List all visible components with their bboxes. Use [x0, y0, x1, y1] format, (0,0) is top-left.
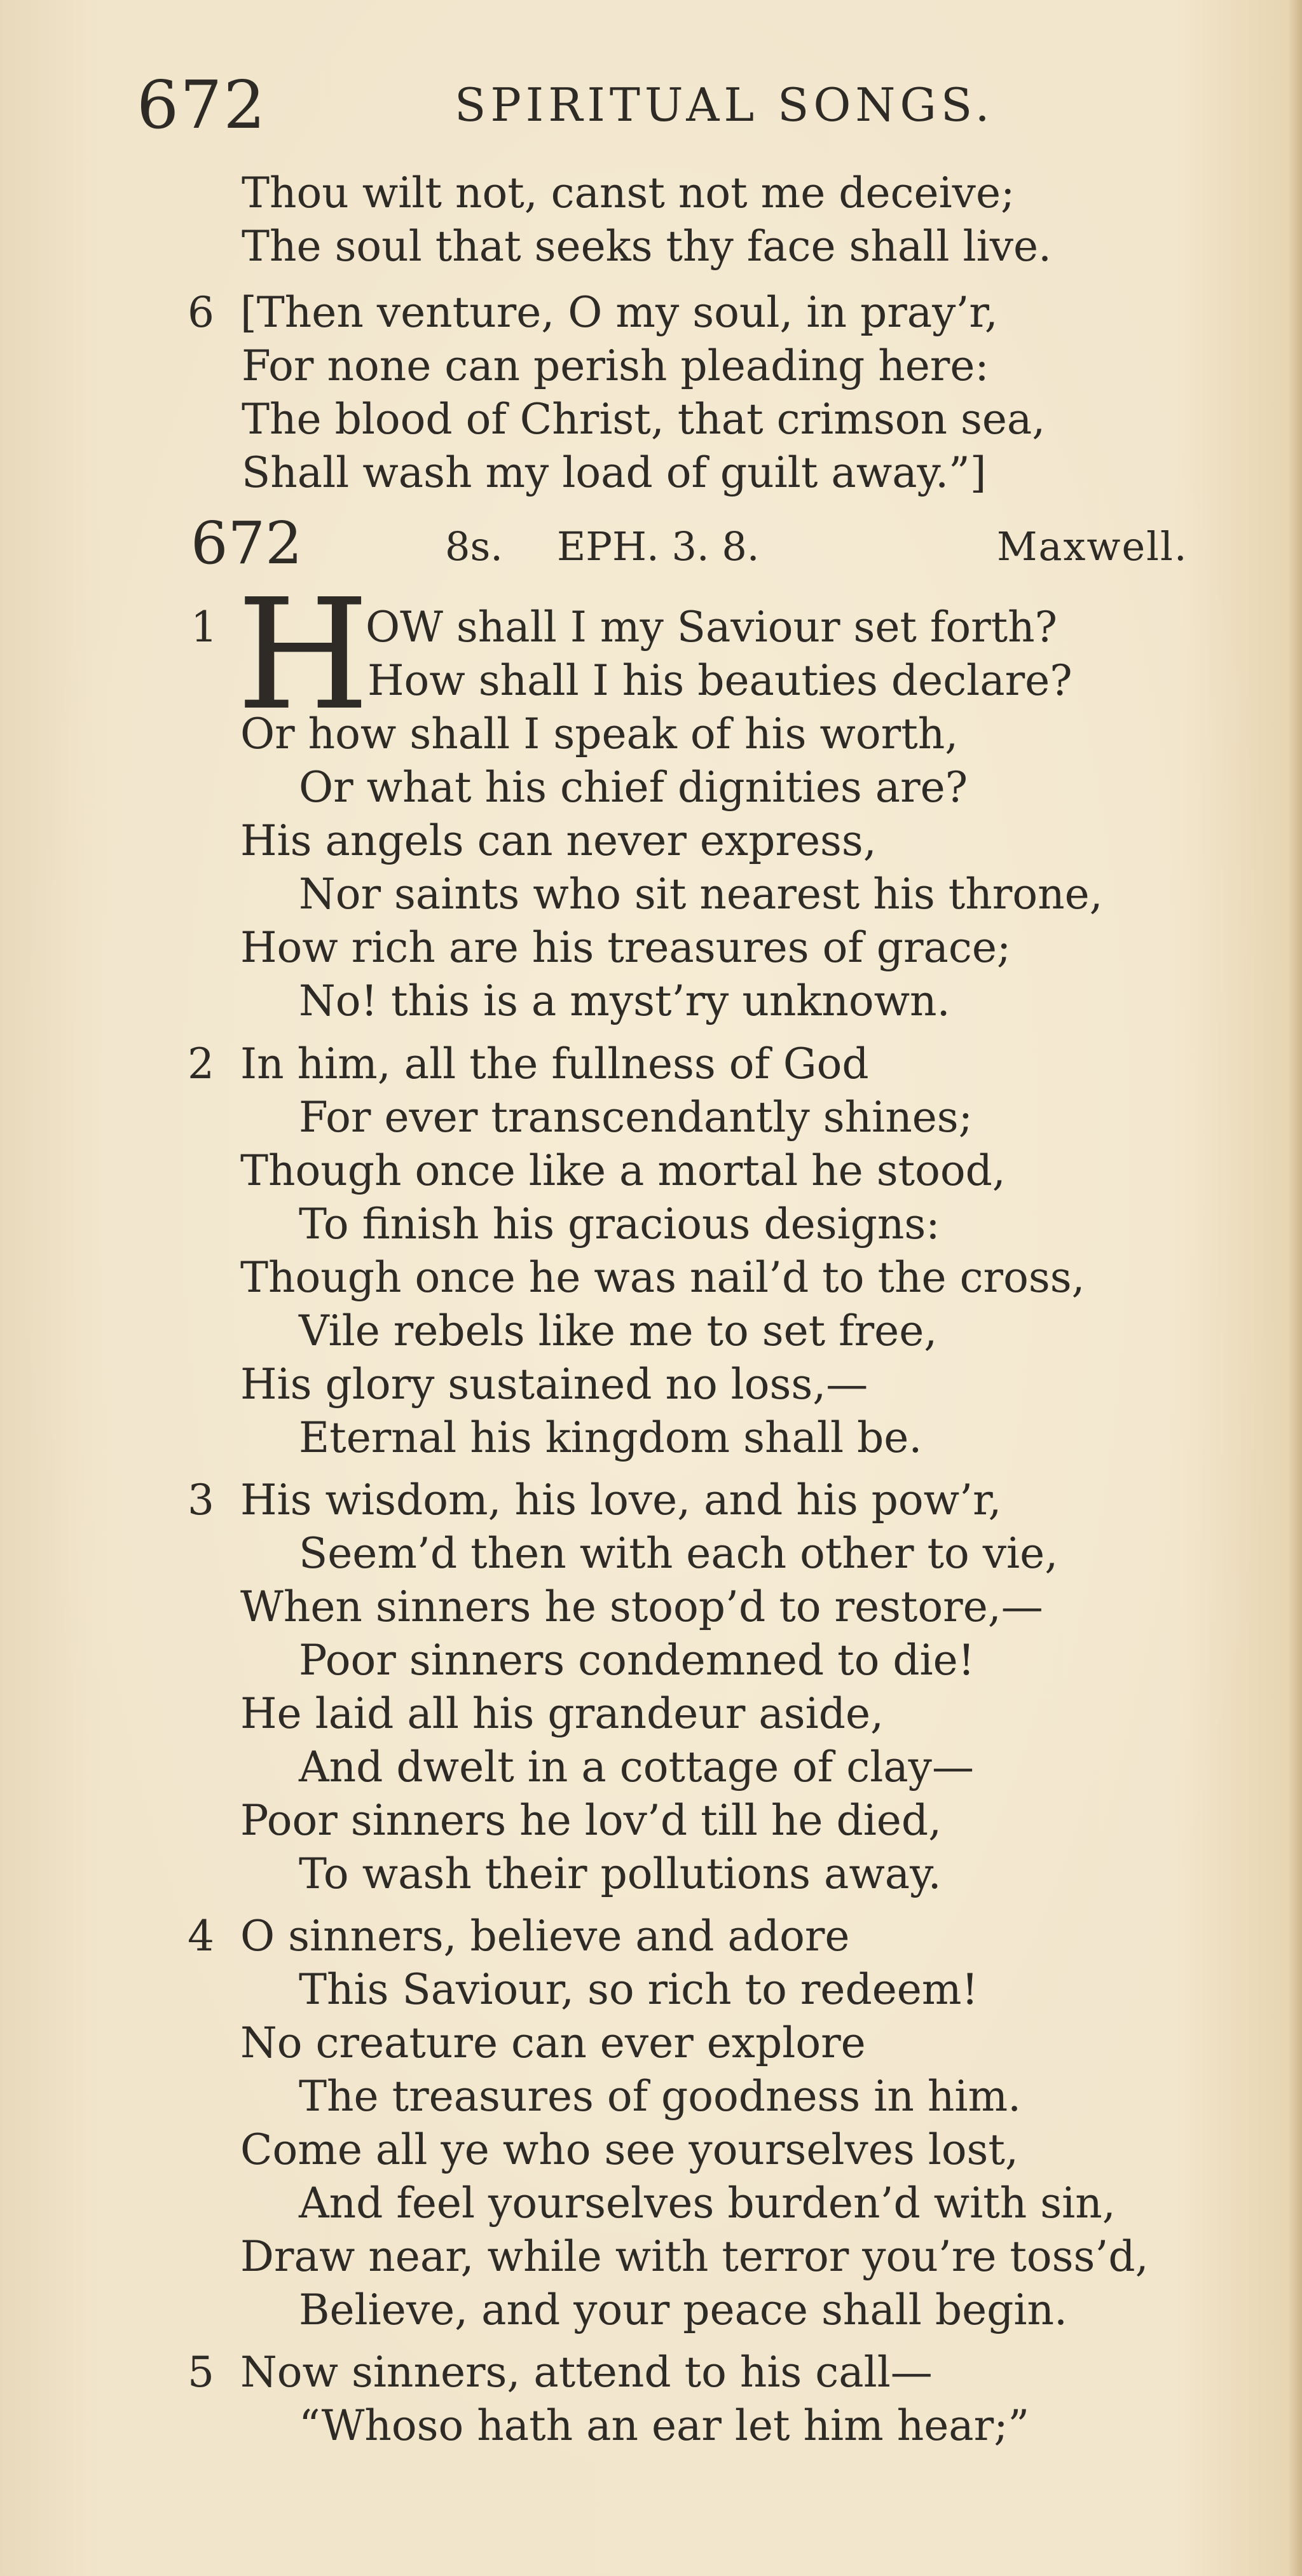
verse-line: Eternal his kingdom shall be.	[299, 1413, 922, 1462]
verse-line: To finish his gracious designs:	[299, 1200, 940, 1249]
verse-line: For none can perish pleading here:	[242, 341, 989, 390]
verse-line: And dwelt in a cottage of clay—	[299, 1743, 974, 1792]
verse-line: Come all ye who see yourselves lost,	[240, 2125, 1018, 2174]
page-header	[137, 64, 1217, 146]
verse-line: Poor sinners he lov’d till he died,	[240, 1796, 942, 1845]
verse-line: Though once he was nail’d to the cross,	[240, 1253, 1085, 1302]
verse-line: To wash their pollutions away.	[299, 1849, 942, 1898]
verse-line: Seem’d then with each other to vie,	[299, 1529, 1059, 1578]
scripture-reference: EPH. 3. 8.	[557, 523, 760, 570]
verse-line: OW shall I my Saviour set forth?	[366, 603, 1058, 652]
verse-line: His glory sustained no loss,—	[240, 1360, 868, 1409]
verse-line: Shall wash my load of guilt away.”]	[242, 448, 987, 497]
verse-line: The soul that seeks thy face shall live.	[242, 222, 1052, 271]
page-number: 672	[137, 66, 267, 144]
stanza-number: 1	[191, 603, 217, 652]
verse-line: Or how shall I speak of his worth,	[240, 709, 959, 758]
stanza-number: 6	[188, 288, 214, 337]
verse-line: And feel yourselves burden’d with sin,	[299, 2179, 1116, 2228]
stanza-number: 4	[188, 1912, 214, 1961]
tune-name: Maxwell.	[997, 523, 1188, 570]
verse-line: [Then venture, O my soul, in pray’r,	[240, 288, 998, 337]
stanza-number: 3	[188, 1476, 214, 1524]
verse-line: O sinners, believe and adore	[240, 1912, 850, 1961]
running-title: SPIRITUAL SONGS.	[455, 78, 994, 132]
verse-line: The blood of Christ, that crimson sea,	[242, 395, 1046, 444]
verse-line: The treasures of goodness in him.	[299, 2072, 1022, 2121]
verse-line: In him, all the fullness of God	[240, 1039, 869, 1088]
verse-line: For ever transcendantly shines;	[299, 1093, 973, 1142]
verse-line: Nor saints who sit nearest his throne,	[299, 870, 1103, 919]
verse-line: His wisdom, his love, and his pow’r,	[240, 1476, 1002, 1524]
hymn-number: 672	[191, 509, 303, 577]
verse-line: Draw near, while with terror you’re toss’d,	[240, 2232, 1149, 2281]
verse-line: Thou wilt not, canst not me deceive;	[242, 168, 1015, 217]
verse-line: When sinners he stoop’d to restore,—	[240, 1582, 1043, 1631]
drop-cap: H	[236, 566, 370, 744]
verse-line: Though once like a mortal he stood,	[240, 1146, 1006, 1195]
stanza-number: 2	[188, 1039, 214, 1088]
verse-line: Now sinners, attend to his call—	[240, 2348, 933, 2397]
page-edge-shadow	[1288, 0, 1302, 2576]
stanza-number: 5	[188, 2348, 214, 2397]
verse-line: No creature can ever explore	[240, 2018, 866, 2067]
verse-line: How shall I his beauties declare?	[367, 656, 1072, 705]
verse-line: Or what his chief dignities are?	[299, 763, 968, 812]
hymn-meter: 8s.	[445, 523, 503, 570]
verse-line: “Whoso hath an ear let him hear;”	[299, 2401, 1030, 2450]
verse-line: This Saviour, so rich to redeem!	[299, 1965, 978, 2014]
verse-line: Believe, and your peace shall begin.	[299, 2285, 1068, 2334]
verse-line: No! this is a myst’ry unknown.	[299, 976, 950, 1025]
verse-line: How rich are his treasures of grace;	[240, 923, 1011, 972]
verse-line: His angels can never express,	[240, 816, 877, 865]
verse-line: Vile rebels like me to set free,	[299, 1306, 938, 1355]
verse-line: He laid all his grandeur aside,	[240, 1689, 884, 1738]
verse-line: Poor sinners condemned to die!	[299, 1636, 975, 1685]
